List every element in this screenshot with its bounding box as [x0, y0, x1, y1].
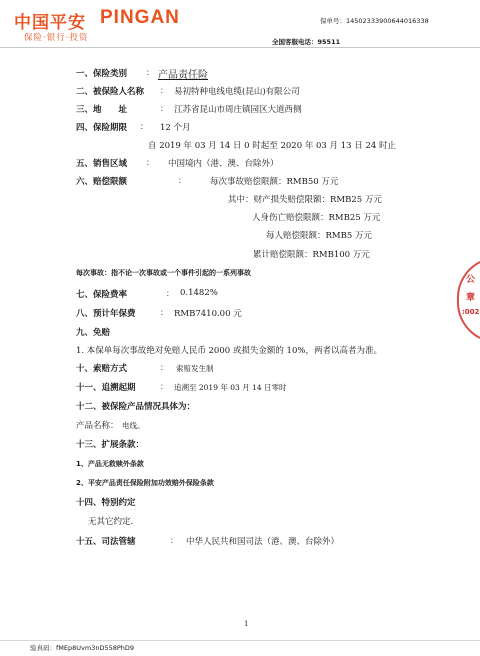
premium-label: 八、预计年保费: [76, 309, 136, 319]
seal-char-1: 公: [466, 275, 476, 285]
special-terms-label: 十四、特别约定: [76, 498, 136, 508]
insured-name-value: 易初特种电线电缆(昆山)有限公司: [174, 87, 300, 97]
policy-number: 保单号：14502333900644016338: [320, 17, 429, 25]
premium-value: RMB7410.00 元: [174, 309, 242, 319]
period-range: 自 2019 年 03 月 14 日 0 时起至 2020 年 03 月 13 日 24 时止: [148, 141, 396, 151]
colon: ：: [166, 289, 174, 298]
colon: ：: [160, 363, 168, 372]
rate-value: 0.1482%: [180, 288, 218, 298]
limit-injury: 人身伤亡赔偿限额：RMB25 万元: [252, 213, 381, 223]
footer-divider: [0, 640, 480, 641]
logo-chinese: 中国平安: [14, 13, 86, 33]
colon: ：: [160, 104, 168, 113]
header-divider: [0, 47, 480, 48]
insurance-type-value: 产品责任险: [158, 70, 208, 81]
retro-date-label: 十一、追溯起期: [76, 383, 136, 393]
rate-label: 七、保险费率: [76, 290, 128, 300]
claims-trigger-label: 十、索赔方式: [76, 364, 128, 374]
product-label: 十二、被保险产品情况具体为：: [76, 402, 196, 412]
sales-region-label: 五、销售区域: [76, 159, 128, 169]
limit-per-accident: 每次事故赔偿限额：RMB50 万元: [210, 177, 339, 187]
limit-aggregate: 累计赔偿限额：RMB100 万元: [253, 250, 370, 260]
extension-1: 1、产品无救赎外条款: [76, 460, 144, 468]
extensions-label: 十三、扩展条款：: [76, 440, 145, 450]
deductible-label: 九、免赔: [76, 328, 111, 338]
colon: ：: [160, 308, 168, 317]
colon: ：: [146, 158, 154, 167]
product-name-label: 产品名称：: [76, 421, 119, 431]
seal-char-2: 章: [466, 293, 476, 303]
special-terms-value: 无其它约定.: [88, 517, 134, 527]
sales-region-value: 中国境内（港、澳、台除外）: [168, 159, 279, 169]
extension-2: 2、平安产品责任保险附加功效赔外保险条款: [76, 479, 214, 487]
seal-number: :002: [462, 308, 480, 316]
accident-definition: 每次事故：指不论一次事故或一个事件引起的一系列事故: [76, 269, 251, 277]
claims-trigger-value: 索赔发生制: [176, 364, 214, 373]
page-number: 1: [244, 620, 249, 628]
insured-name-label: 二、被保险人名称: [76, 87, 145, 97]
colon: ：: [170, 536, 178, 545]
jurisdiction-label: 十五、司法管辖: [76, 537, 136, 547]
verification-code: 验真码：fMEp8Uvm3nD558PhD9: [30, 644, 135, 652]
jurisdiction-value: 中华人民共和国司法（港、澳、台除外）: [186, 537, 340, 547]
company-seal-partial: [454, 260, 480, 340]
period-label: 四、保险期限: [76, 123, 128, 133]
colon: ：: [146, 68, 154, 77]
slogan: 保险·银行·投资: [24, 33, 89, 43]
colon: ：: [160, 382, 168, 391]
deductible-text: 1. 本保单每次事故绝对免赔人民币 2000 或损失金额的 10%，两者以高者为准。: [76, 346, 382, 356]
colon: ：: [140, 122, 148, 131]
insurance-type-label: 一、保险类别: [76, 69, 128, 79]
colon: ：: [160, 86, 168, 95]
logo-english: PINGAN: [100, 7, 180, 28]
colon: ：: [178, 176, 186, 185]
retro-date-value: 追溯至 2019 年 03 月 14 日零时: [174, 383, 287, 392]
limit-property: 其中：财产损失赔偿限额：RMB25 万元: [228, 195, 382, 205]
product-name-value: 电线。: [122, 421, 145, 430]
period-value: 12 个月: [160, 123, 191, 133]
limits-label: 六、赔偿限额: [76, 177, 128, 187]
limit-per-person: 每人赔偿限额：RMB5 万元: [266, 231, 372, 241]
address-label: 三、地 址: [76, 105, 128, 115]
service-hotline: 全国客服电话：95511: [272, 38, 341, 46]
address-value: 江苏省昆山市周庄镇园区大道西侧: [174, 105, 302, 115]
